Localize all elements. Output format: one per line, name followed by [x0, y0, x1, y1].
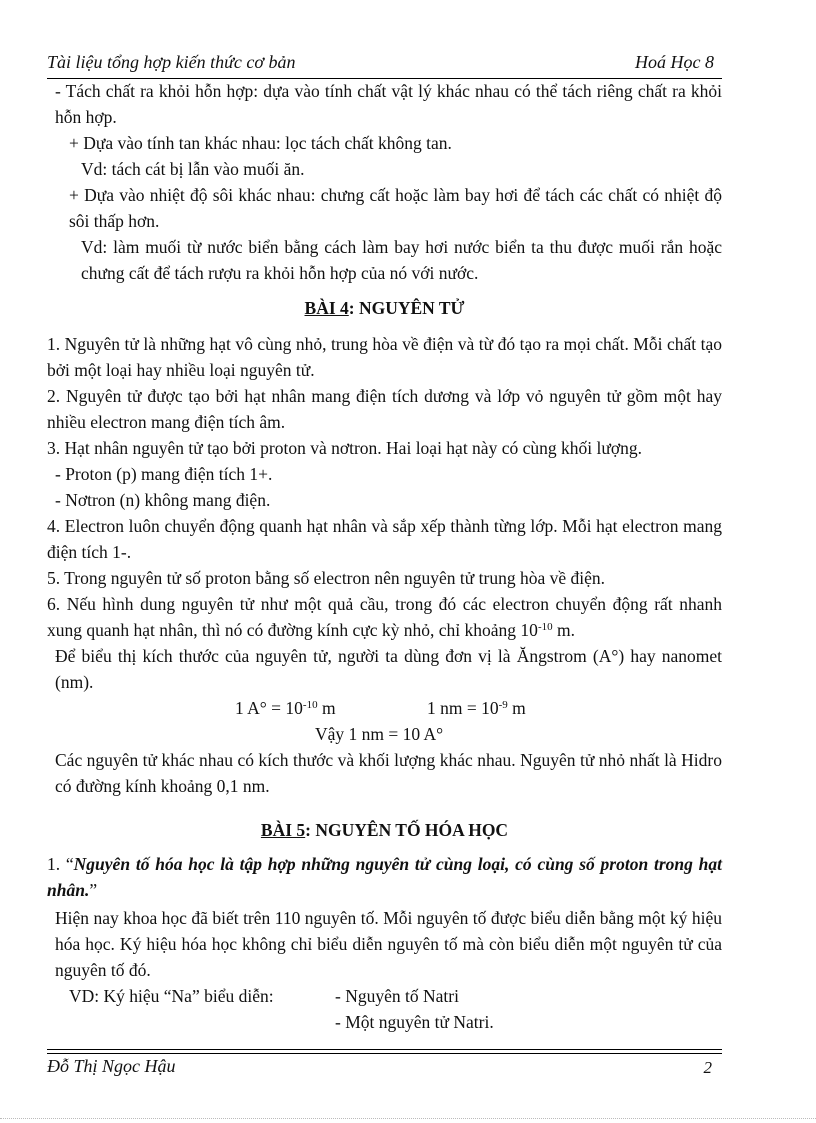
- equation-nanometer-unit: m: [507, 698, 526, 718]
- bai5-paragraph-2: Hiện nay khoa học đã biết trên 110 nguyên tố. Mỗi nguyên tố được biểu diễn bằng một ký hiệu hóa học. Ký hiệu hóa học không chỉ biểu diễn nguyên tố mà còn biểu diễn một nguyên tử của nguyên tố đó.: [55, 908, 722, 980]
- bai4-paragraph-3: 3. Hạt nhân nguyên tử tạo bởi proton và nơtron. Hai loại hạt này có cùng khối lượng.: [47, 438, 642, 458]
- equation-angstrom: [235, 695, 336, 721]
- intro-paragraph-1: - Tách chất ra khỏi hỗn hợp: dựa vào tính chất vật lý khác nhau có thể tách riêng chất ra khỏi hỗn hợp.: [55, 81, 722, 127]
- bai4-paragraph-6: [47, 591, 722, 643]
- equation-conclusion: Vậy 1 nm = 10 A°: [315, 724, 444, 744]
- page-header: [47, 52, 722, 76]
- section-title-bai5-text: : NGUYÊN TỐ HÓA HỌC: [305, 820, 509, 840]
- footer-rule-top: [47, 1049, 722, 1050]
- bai4-paragraph-6-exponent: -10: [537, 621, 553, 633]
- example-label: VD: Ký hiệu “Na” biểu diễn:: [69, 986, 274, 1006]
- section-title-bai4-number: BÀI 4: [304, 298, 349, 318]
- section-title-bai4-text: : NGUYÊN TỬ: [348, 298, 465, 318]
- bai5-definition-quote: ”: [89, 880, 98, 900]
- bai4-paragraph-6-unit: m.: [552, 620, 575, 640]
- section-title-bai5: [47, 817, 722, 843]
- bai5-definition-text: Nguyên tố hóa học là tập hợp những nguyên tử cùng loại, có cùng số proton trong hạt nhân.: [47, 854, 722, 900]
- page-footer: [47, 1056, 722, 1078]
- intro-paragraph-3: Vd: tách cát bị lẫn vào muối ăn.: [81, 159, 305, 179]
- page-content: [47, 78, 722, 1035]
- example-item-2: - Một nguyên tử Natri.: [335, 1012, 494, 1032]
- equation-angstrom-unit: m: [317, 698, 336, 718]
- equation-angstrom-text: 1 A° = 10: [235, 698, 303, 718]
- section-title-bai5-number: BÀI 5: [260, 820, 306, 840]
- equation-nanometer-text: 1 nm = 10: [427, 698, 499, 718]
- intro-paragraph-4: + Dựa vào nhiệt độ sôi khác nhau: chưng cất hoặc làm bay hơi để tách các chất có nhiệt độ sôi thấp hơn.: [69, 185, 722, 231]
- bai4-paragraph-4: 4. Electron luôn chuyển động quanh hạt nhân và sắp xếp thành từng lớp. Mỗi hạt electron mang điện tích 1-.: [47, 516, 722, 562]
- bai4-paragraph-8: Các nguyên tử khác nhau có kích thước và khối lượng khác nhau. Nguyên tử nhỏ nhất là Hidro có đường kính khoảng 0,1 nm.: [55, 750, 722, 796]
- intro-paragraph-2: + Dựa vào tính tan khác nhau: lọc tách chất không tan.: [69, 133, 452, 153]
- section-title-bai4: [47, 295, 722, 321]
- bai5-definition-number: 1. “: [47, 854, 74, 874]
- example-row-2: [47, 1009, 722, 1035]
- equation-row: [47, 695, 722, 721]
- page-edge-dots: [0, 1118, 816, 1119]
- page-number: 2: [703, 1058, 712, 1077]
- example-row-1: [47, 983, 722, 1009]
- equation-angstrom-exponent: -10: [302, 699, 318, 711]
- example-item-1: - Nguyên tố Natri: [335, 986, 459, 1006]
- bai4-proton-line: - Proton (p) mang điện tích 1+.: [55, 464, 273, 484]
- equation-nanometer-exponent: -9: [498, 699, 508, 711]
- header-subject: Hoá Học 8: [635, 52, 714, 72]
- bai5-definition: [47, 851, 722, 903]
- footer-author: Đỗ Thị Ngọc Hậu: [47, 1056, 176, 1076]
- bai4-paragraph-1: 1. Nguyên tử là những hạt vô cùng nhỏ, trung hòa về điện và từ đó tạo ra mọi chất. Mỗi chất tạo bởi một loại hay nhiều loại nguyên tử.: [47, 334, 722, 380]
- bai4-paragraph-7: Để biểu thị kích thước của nguyên tử, người ta dùng đơn vị là Ăngstrom (A°) hay nanomet (nm).: [55, 646, 722, 692]
- bai4-notron-line: - Nơtron (n) không mang điện.: [55, 490, 271, 510]
- equation-nanometer: [427, 695, 526, 721]
- header-title: Tài liệu tổng hợp kiến thức cơ bản: [47, 52, 296, 72]
- bai4-paragraph-2: 2. Nguyên tử được tạo bởi hạt nhân mang điện tích dương và lớp vỏ nguyên tử gồm một hay nhiều electron mang điện tích âm.: [47, 386, 722, 432]
- bai4-paragraph-6-text: 6. Nếu hình dung nguyên tử như một quả cầu, trong đó các electron chuyển động rất nhanh xung quanh hạt nhân, thì nó có đường kính cực kỳ nhỏ, chỉ khoảng 10: [47, 594, 722, 640]
- footer-rule-bottom: [47, 1053, 722, 1054]
- intro-paragraph-5: Vd: làm muối từ nước biển bằng cách làm bay hơi nước biển ta thu được muối rắn hoặc chưng cất để tách rượu ra khỏi hỗn hợp của nó với nước.: [81, 237, 722, 283]
- bai4-paragraph-5: 5. Trong nguyên tử số proton bằng số electron nên nguyên tử trung hòa về điện.: [47, 568, 605, 588]
